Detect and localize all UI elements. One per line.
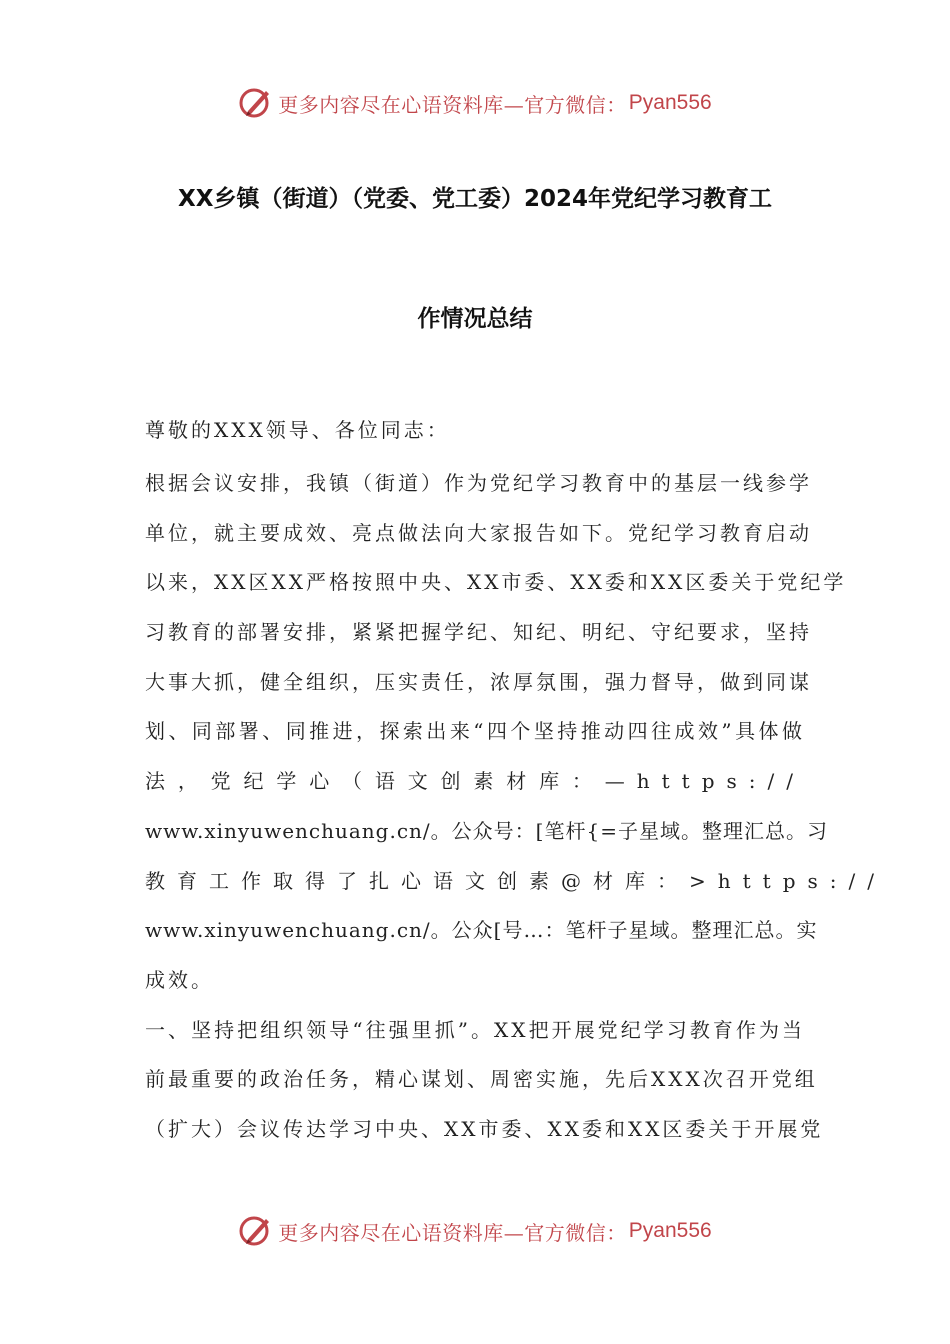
pen-logo-icon xyxy=(238,1213,274,1249)
banner-text: 更多内容尽在心语资料库—官方微信： xyxy=(278,92,627,117)
document-title-line1: XX乡镇（街道）（党委、党工委）2024年党纪学习教育工 xyxy=(178,186,772,212)
header-banner xyxy=(0,83,950,123)
text-line: www.xinyuwenchuang.cn/。公众[号…：笔杆子星域。整理汇总。实 xyxy=(145,918,818,943)
banner-text: 更多内容尽在心语资料库—官方微信： xyxy=(278,1220,627,1245)
text-line: 法，党纪学心（语文创素材库：—https:// xyxy=(145,769,805,794)
text-line: www.xinyuwenchuang.cn/。公众号：[笔杆{=子星域。整理汇总。习 xyxy=(145,818,828,843)
text-line: 一、坚持把组织领导“往强里抓”。XX把开展党纪学习教育作为当 xyxy=(145,1017,805,1042)
document-title-line2: 作情况总结 xyxy=(417,306,533,332)
text-line: 成效。 xyxy=(145,967,214,992)
text-line: 划、同部署、同推进，探索出来“四个坚持推动四往成效”具体做 xyxy=(145,719,805,744)
text-line: 单位，就主要成效、亮点做法向大家报告如下。党纪学习教育启动 xyxy=(145,520,812,545)
pen-logo-icon xyxy=(238,85,274,121)
text-line: 大事大抓，健全组织，压实责任，浓厚氛围，强力督导，做到同谋 xyxy=(145,669,812,694)
footer-banner xyxy=(0,1211,950,1251)
text-line: 根据会议安排，我镇（街道）作为党纪学习教育中的基层一线参学 xyxy=(145,471,812,495)
greeting: 尊敬的XXX领导、各位同志： xyxy=(145,418,450,442)
text-line: （扩大）会议传达学习中央、XX市委、XX委和XX区委关于开展党 xyxy=(145,1116,824,1141)
text-line: 习教育的部署安排，紧紧把握学纪、知纪、明纪、守纪要求，坚持 xyxy=(145,620,812,645)
text-line: 以来，XX区XX严格按照中央、XX市委、XX委和XX区委关于党纪学 xyxy=(145,570,847,595)
wechat-id: Pyan556 xyxy=(628,1219,712,1242)
text-line: 教育工作取得了扎心语文创素@材库：>https:// xyxy=(145,868,886,893)
wechat-id: Pyan556 xyxy=(628,91,712,114)
body-text xyxy=(145,459,886,1155)
text-line: 前最重要的政治任务，精心谋划、周密实施，先后XXX次召开党组 xyxy=(145,1067,818,1092)
